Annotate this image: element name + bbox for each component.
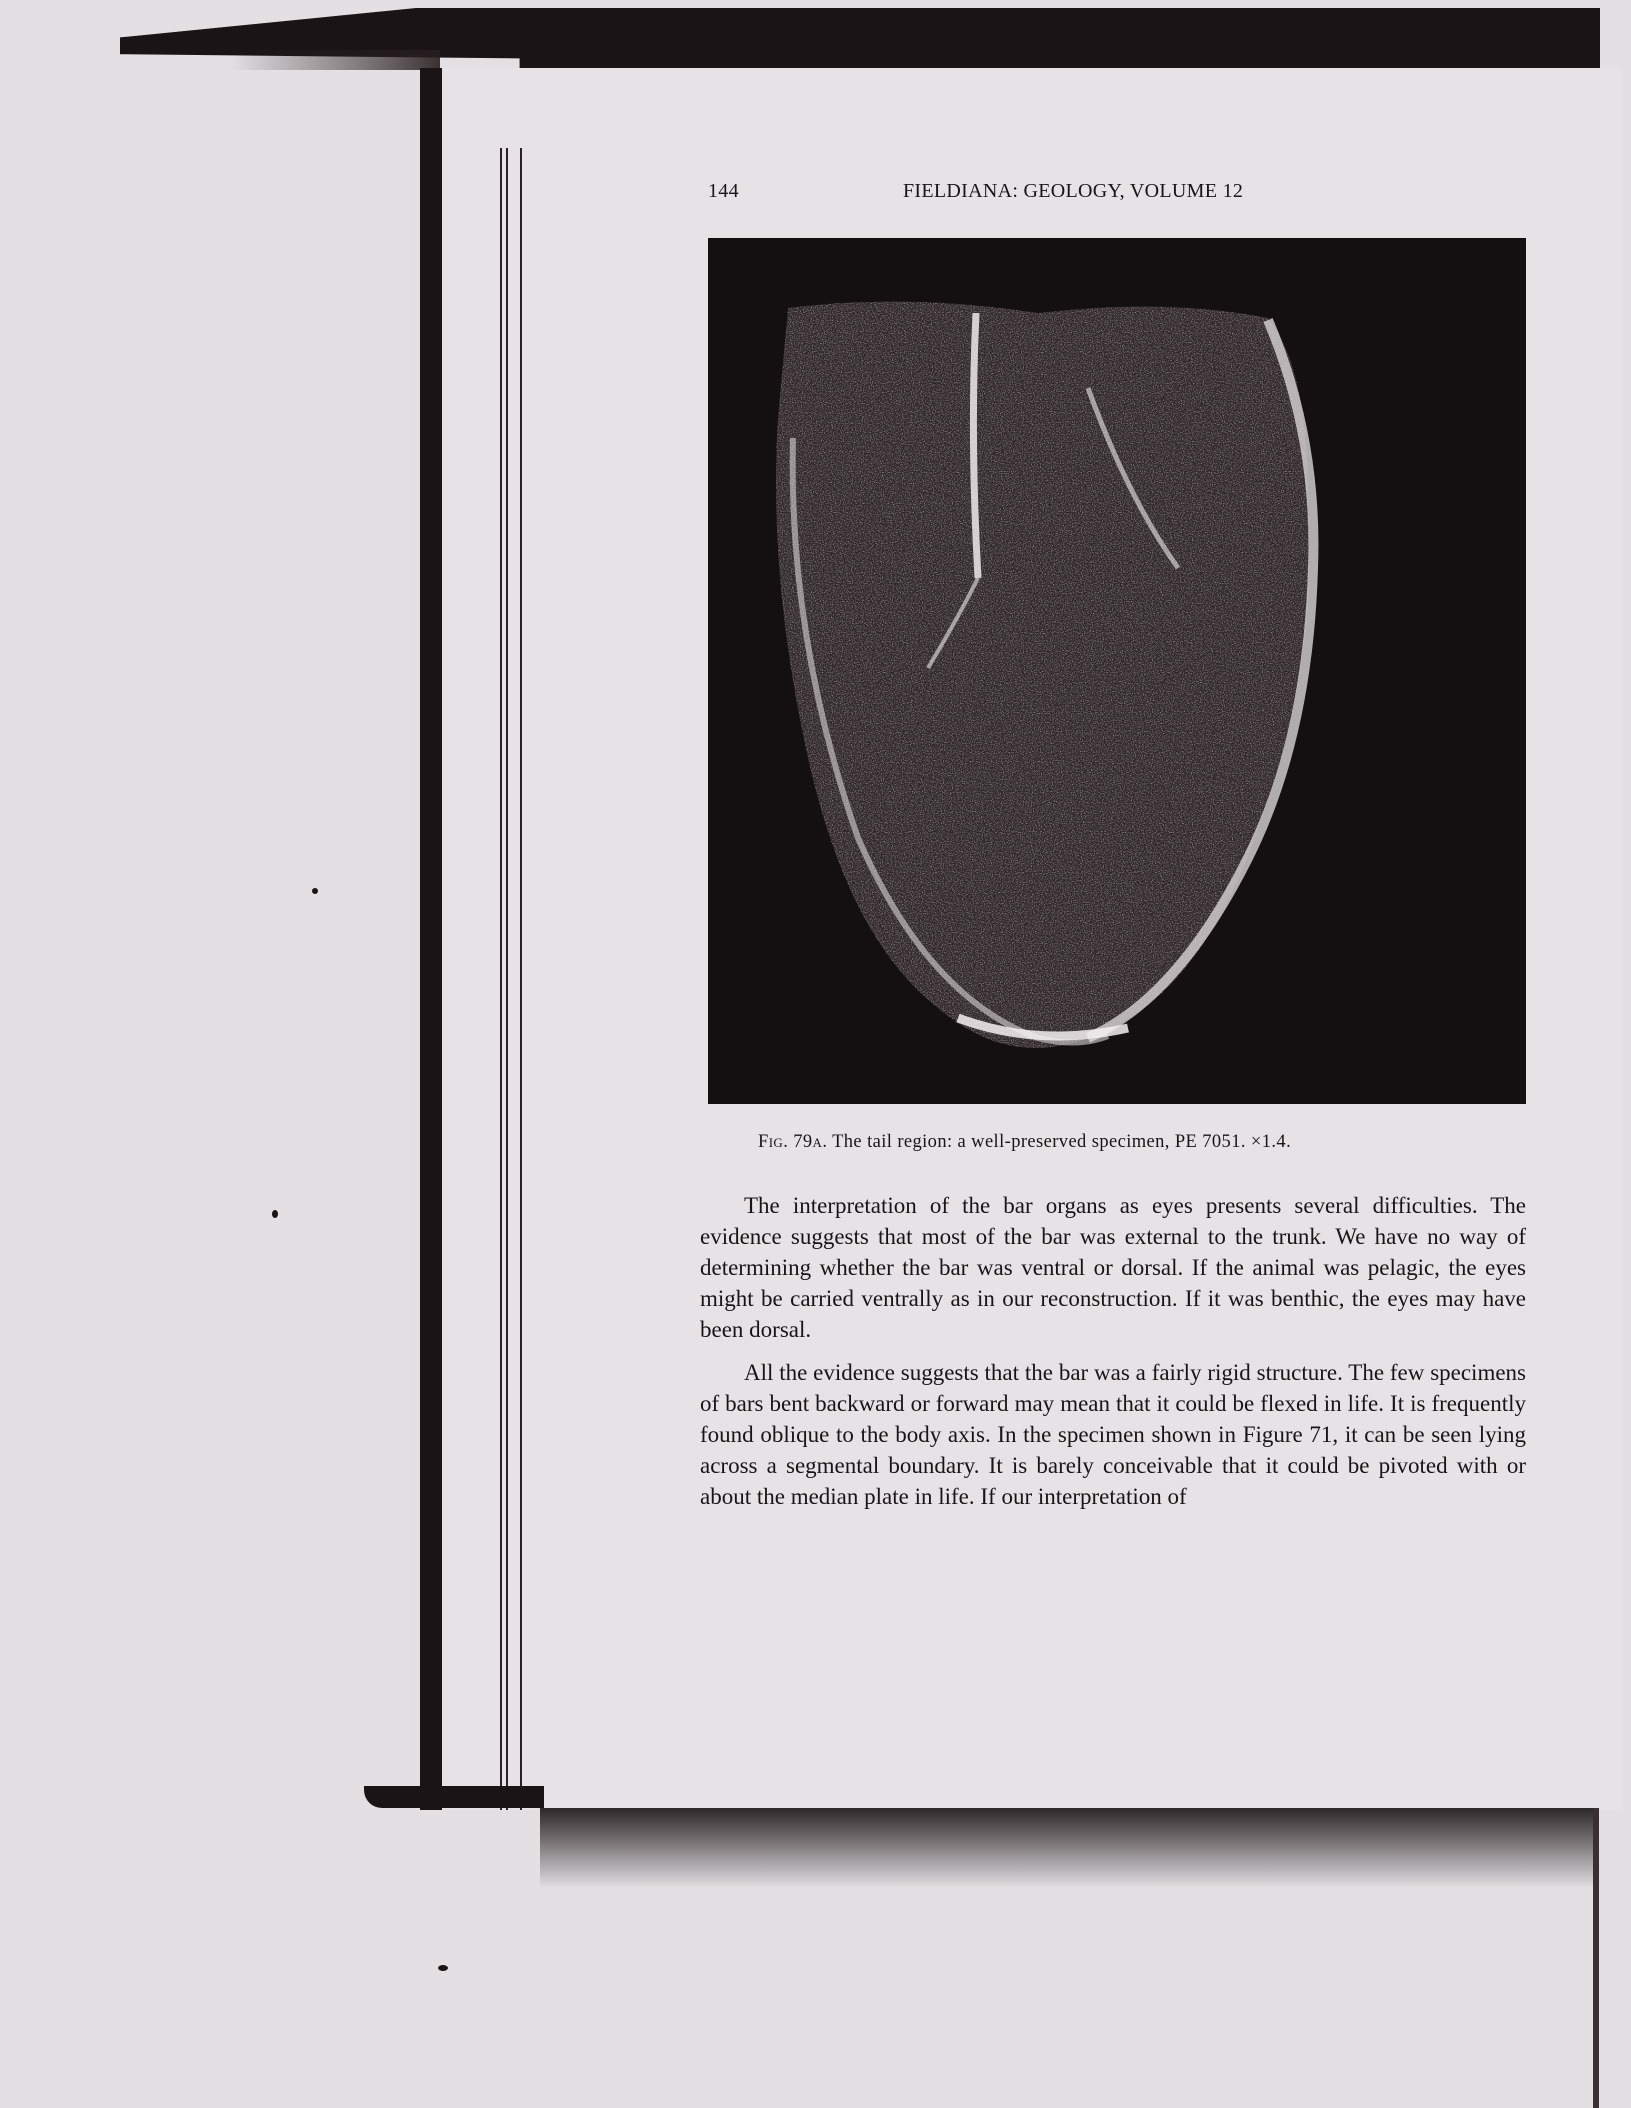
figure-label: Fig. 79a.	[758, 1132, 828, 1152]
scan-smudge	[230, 50, 440, 70]
scan-speck	[312, 888, 318, 894]
figure-caption	[758, 1132, 1518, 1153]
tail-specimen-image	[708, 238, 1526, 1104]
fossil-photograph	[708, 238, 1526, 1104]
figure-caption-text: The tail region: a well-preserved specimen, PE 7051.	[832, 1132, 1246, 1152]
page-header	[708, 180, 1338, 210]
running-head: FIELDIANA: GEOLOGY, VOLUME 12	[903, 180, 1244, 202]
body-text	[700, 1190, 1526, 1524]
page-number: 144	[708, 180, 739, 202]
book-cover-bottom-edge	[364, 1786, 544, 1808]
page-gutter-line	[500, 148, 502, 1810]
figure-magnification: ×1.4.	[1250, 1132, 1292, 1152]
page-right-edge	[1593, 1808, 1599, 2108]
paragraph: All the evidence suggests that the bar was a fairly rigid structure. The few specimens of bars bent backward or forward may mean that it could be flexed in life. It is frequently found oblique to the body axis. In the specimen shown in Figure 71, it can be seen lying across a segmental boundary. It is barely conceivable that it could be pivoted with or about the median plate in life. If our interpretation of	[700, 1360, 1526, 1509]
scan-speck	[272, 1210, 278, 1218]
scan-speck	[438, 1965, 448, 1971]
page-gutter-line	[520, 148, 522, 1810]
page-gutter-line	[506, 148, 508, 1810]
paragraph: The interpretation of the bar organs as eyes presents several difficulties. The evidence suggests that most of the bar was external to the trunk. We have no way of determining whether the bar was ventral or dorsal. If the animal was pelagic, the eyes might be carried ventrally as in our reconstruction. If it was benthic, the eyes may have been dorsal.	[700, 1193, 1526, 1342]
page-bottom-shadow	[540, 1808, 1595, 1888]
